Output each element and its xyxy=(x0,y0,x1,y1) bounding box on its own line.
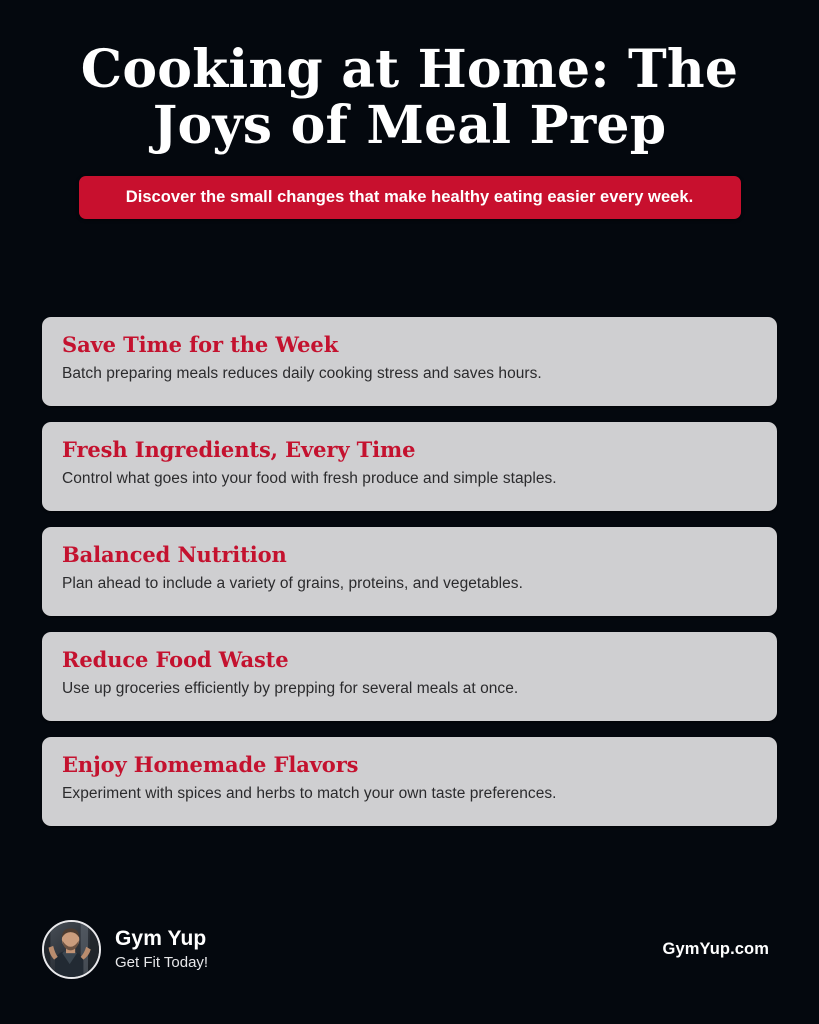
tip-card xyxy=(42,527,777,616)
person-gym-photo-avatar-icon xyxy=(44,922,99,977)
subtitle-text: Discover the small changes that make healthy eating easier every week. xyxy=(125,188,694,207)
page-title-line-1: Cooking at Home: The xyxy=(80,39,739,100)
tip-card-title: Balanced Nutrition xyxy=(62,542,287,567)
tip-card-title: Reduce Food Waste xyxy=(62,647,289,672)
tip-card-description: Plan ahead to include a variety of grains, proteins, and vegetables. xyxy=(62,575,523,593)
tip-card xyxy=(42,317,777,406)
brand-text xyxy=(115,927,208,971)
subtitle-banner xyxy=(79,176,741,219)
tip-card xyxy=(42,737,777,826)
tip-card-description: Use up groceries efficiently by prepping for several meals at once. xyxy=(62,680,519,698)
avatar xyxy=(42,920,101,979)
website-url: GymYup.com xyxy=(662,939,769,958)
tip-card-title: Save Time for the Week xyxy=(62,332,339,357)
tip-card-description: Control what goes into your food with fresh produce and simple staples. xyxy=(62,470,557,488)
page-title xyxy=(0,39,819,157)
brand-tagline: Get Fit Today! xyxy=(115,953,209,971)
page-title-line-2: Joys of Meal Prep xyxy=(152,95,667,157)
subtitle-banner-wrapper xyxy=(0,176,819,219)
poster-footer xyxy=(0,916,819,982)
tip-card xyxy=(42,632,777,721)
tip-card xyxy=(42,422,777,511)
tip-card-title: Enjoy Homemade Flavors xyxy=(62,752,359,777)
poster-header xyxy=(0,0,819,219)
tips-card-list xyxy=(42,317,777,826)
tip-card-title: Fresh Ingredients, Every Time xyxy=(62,437,416,462)
brand-block xyxy=(42,920,208,979)
brand-name: Gym Yup xyxy=(115,926,207,950)
tip-card-description: Batch preparing meals reduces daily cooking stress and saves hours. xyxy=(62,365,542,383)
tip-card-description: Experiment with spices and herbs to match your own taste preferences. xyxy=(62,785,557,803)
